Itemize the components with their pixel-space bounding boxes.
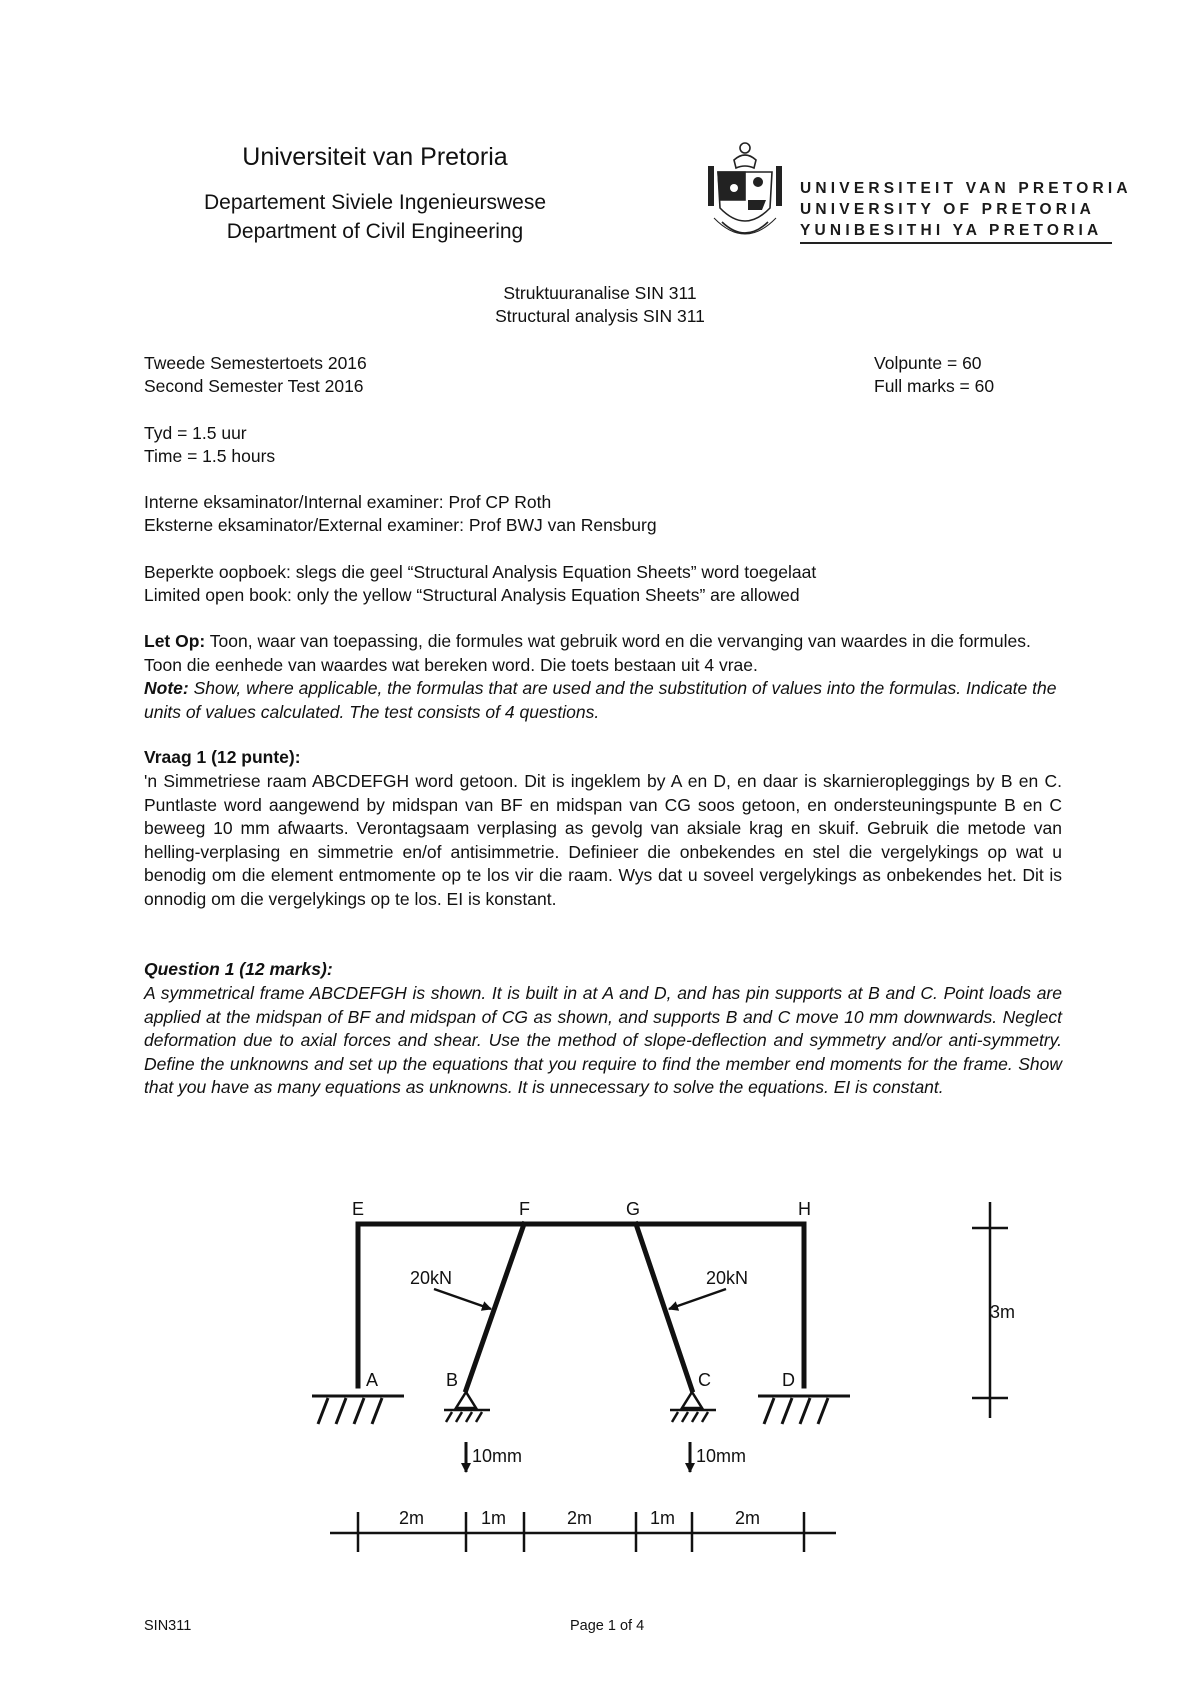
- node-label-C: C: [698, 1370, 711, 1390]
- department-af: Departement Siviele Ingenieurswese: [203, 191, 547, 214]
- book-af: Beperkte oopboek: slegs die geel “Structural Analysis Equation Sheets” word toegelaat: [144, 562, 817, 582]
- note-af-text: Toon, waar van toepassing, die formules wat gebruik word en die vervanging van waardes in die formules. Toon die eenhede van waardes wat bereken word. Die toets bestaan uit 4 vrae.: [144, 631, 1031, 675]
- test-name: [144, 352, 367, 398]
- node-label-B: B: [446, 1370, 459, 1390]
- course-af: Struktuuranalise SIN 311: [503, 283, 697, 303]
- span-label-4: 1m: [650, 1508, 676, 1528]
- load-label-left: 20kN: [410, 1268, 453, 1288]
- question1-en-heading: Question 1 (12 marks):: [144, 959, 333, 979]
- university-names: [800, 178, 1132, 241]
- node-label-H: H: [798, 1199, 811, 1219]
- university-crest-icon: [704, 138, 786, 250]
- course-title: [0, 282, 1200, 328]
- course-en: Structural analysis SIN 311: [495, 306, 705, 326]
- pin-support-B: [444, 1392, 490, 1422]
- span-label-1: 2m: [399, 1508, 425, 1528]
- department-names: [180, 188, 570, 246]
- book-en: Limited open book: only the yellow “Structural Analysis Equation Sheets” are allowed: [144, 585, 800, 605]
- question1-af-heading: Vraag 1 (12 punte):: [144, 747, 301, 767]
- node-label-F: F: [519, 1199, 530, 1219]
- span-label-3: 2m: [567, 1508, 593, 1528]
- height-label: 3m: [990, 1302, 1016, 1322]
- node-label-E: E: [352, 1199, 365, 1219]
- note-en: [144, 677, 1062, 724]
- department-en: Department of Civil Engineering: [226, 220, 524, 243]
- internal-examiner: Interne eksaminator/Internal examiner: Prof CP Roth: [144, 492, 552, 512]
- settlement-label-B: 10mm: [472, 1446, 523, 1466]
- question1-en-text: A symmetrical frame ABCDEFGH is shown. It is built in at A and D, and has pin supports at B and C. Point loads are applied at the midspan of BF and midspan of CG as shown, and supports B and C move 10 mm downwards. Neglect deformation due to axial forces and shear. Use the method of slope-deflection and symmetry and/or anti-symmetry. Define the unknowns and set up the equations that you require to find the member end moments for the frame. Show that you have as many equations as unknowns. It is unnecessary to solve the equations. EI is constant.: [144, 983, 1062, 1097]
- logo-line-1: UNIVERSITEIT VAN PRETORIA: [800, 180, 1132, 197]
- member-GC: [636, 1224, 692, 1390]
- examiners: [144, 491, 657, 537]
- pin-support-C: [670, 1392, 716, 1422]
- fixed-support-D: [758, 1396, 850, 1424]
- note-af-label: Let Op:: [144, 631, 206, 651]
- book-rules: [144, 561, 816, 607]
- load-label-right: 20kN: [706, 1268, 749, 1288]
- node-label-D: D: [782, 1370, 795, 1390]
- span-label-2: 1m: [481, 1508, 507, 1528]
- member-FB: [466, 1224, 524, 1390]
- test-en: Second Semester Test 2016: [144, 376, 364, 396]
- time-en: Time = 1.5 hours: [144, 446, 276, 466]
- load-arrow-left: [434, 1289, 491, 1309]
- logo-underline: [800, 242, 1112, 244]
- frame-diagram: [0, 1180, 1200, 1570]
- span-label-5: 2m: [735, 1508, 761, 1528]
- node-label-G: G: [626, 1199, 641, 1219]
- test-time: [144, 422, 275, 468]
- logo-line-2: UNIVERSITY OF PRETORIA: [800, 201, 1096, 218]
- footer-page-number: Page 1 of 4: [570, 1618, 645, 1634]
- note-en-label: Note:: [144, 678, 189, 698]
- header-left: [180, 140, 570, 246]
- fixed-support-A: [312, 1396, 404, 1424]
- full-marks: [874, 352, 994, 398]
- university-title: Universiteit van Pretoria: [242, 143, 508, 171]
- footer-course-code: SIN311: [144, 1618, 192, 1634]
- node-label-A: A: [366, 1370, 379, 1390]
- time-af: Tyd = 1.5 uur: [144, 423, 247, 443]
- load-arrow-right: [669, 1289, 726, 1309]
- question1-af-text: 'n Simmetriese raam ABCDEFGH word getoon. Dit is ingeklem by A en D, en daar is skarnieropleggings by B en C. Puntlaste word aangewend by midspan van BF en midspan van CG soos getoon, en ondersteuningspunte B en C beweeg 10 mm afwaarts. Verontagsaam verplasing as gevolg van aksiale krag en skuif. Gebruik die metode van helling-verplasing en simmetrie en/of antisimmetrie. Definieer die onbekendes en stel die vergelykings op wat u benodig om die element entmomente op te los vir die raam. Wys dat u soveel vergelykings as onbekendes het. Dit is onnodig om die vergelykings op te los. EI is konstant.: [144, 771, 1062, 909]
- external-examiner: Eksterne eksaminator/External examiner: Prof BWJ van Rensburg: [144, 515, 657, 535]
- settlement-label-C: 10mm: [696, 1446, 747, 1466]
- logo-line-3: YUNIBESITHI YA PRETORIA: [800, 222, 1103, 239]
- note-en-text: Show, where applicable, the formulas that are used and the substitution of values into the formulas. Indicate the units of values calculated. The test consists of 4 questions.: [144, 678, 1057, 722]
- marks-af: Volpunte = 60: [874, 353, 982, 373]
- marks-en: Full marks = 60: [874, 376, 995, 396]
- note-af: [144, 630, 1062, 677]
- test-af: Tweede Semestertoets 2016: [144, 353, 367, 373]
